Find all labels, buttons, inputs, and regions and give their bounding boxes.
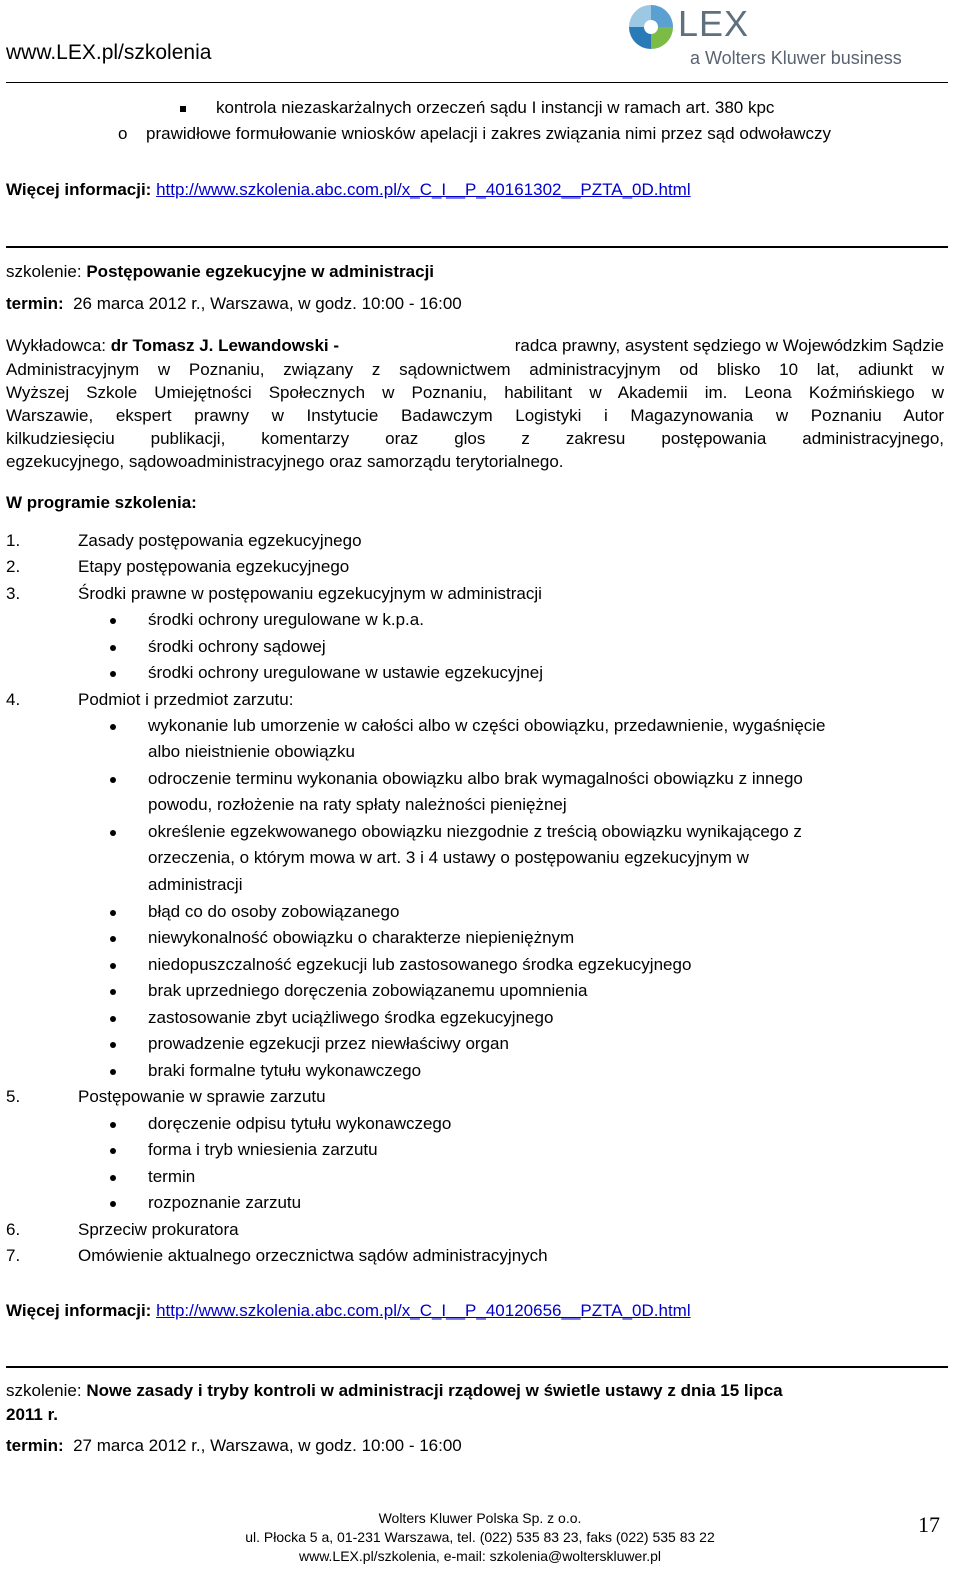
- list-item: kontrola niezaskarżalnych orzeczeń sądu I instancji w ramach art. 380 kpc: [216, 98, 775, 117]
- sub-item: środki ochrony sądowej: [148, 637, 326, 656]
- bullet-icon: [110, 777, 116, 783]
- sub-item: prowadzenie egzekucji przez niewłaściwy organ: [148, 1034, 509, 1053]
- course-title-text: Nowe zasady i tryby kontroli w administracji rządowej w świetle ustawy z dnia 15 lipca: [86, 1381, 783, 1400]
- sub-item: forma i tryb wniesienia zarzutu: [148, 1140, 378, 1159]
- sub-item: środki ochrony uregulowane w ustawie egzekucyjnej: [148, 663, 543, 682]
- more-info-2: [6, 1301, 691, 1321]
- course-title-label: szkolenie:: [6, 1381, 82, 1400]
- program-item: Etapy postępowania egzekucyjnego: [78, 557, 350, 576]
- sub-item: niedopuszczalność egzekucji lub zastosowanego środka egzekucyjnego: [148, 955, 692, 974]
- sub-item-continued: orzeczenia, o którym mowa w art. 3 i 4 ustawy o postępowaniu egzekucyjnym w: [148, 848, 749, 867]
- program-item: Zasady postępowania egzekucyjnego: [78, 531, 362, 550]
- logo-name: LEX: [678, 3, 750, 44]
- sub-item: rozpoznanie zarzutu: [148, 1193, 302, 1212]
- section-divider: [6, 1366, 948, 1368]
- bullet-icon: [110, 963, 116, 969]
- program-item-number: 7.: [6, 1246, 21, 1265]
- lecturer-bio-line: radca prawny, asystent sędziego w Wojewódzkim Sądzie: [514, 336, 944, 355]
- lex-logo: [628, 4, 908, 70]
- lecturer-bio-line: Warszawie, ekspert prawny w Instytucie Badawczym Logistyki i Magazynowania w Poznaniu Autor: [6, 406, 944, 425]
- program-item: Omówienie aktualnego orzecznictwa sądów administracyjnych: [78, 1246, 548, 1265]
- sub-item: odroczenie terminu wykonania obowiązku albo brak wymagalności obowiązku z innego: [148, 769, 803, 788]
- sub-item-continued: powodu, rozłożenie na raty spłaty należności pieniężnej: [148, 795, 567, 814]
- more-info-1: [6, 180, 691, 200]
- program-heading: W programie szkolenia:: [6, 493, 197, 512]
- sub-item: błąd co do osoby zobowiązanego: [148, 902, 400, 921]
- course-date-label: termin:: [6, 294, 64, 313]
- circle-bullet-icon: o: [118, 124, 128, 143]
- bullet-icon: [110, 830, 116, 836]
- footer-company: Wolters Kluwer Polska Sp. z o.o.: [378, 1510, 582, 1526]
- globe-icon: [628, 4, 674, 50]
- bullet-icon: [110, 1042, 116, 1048]
- course-date: [6, 1436, 462, 1456]
- sub-item: wykonanie lub umorzenie w całości albo w części obowiązku, przedawnienie, wygaśnięcie: [148, 716, 826, 735]
- header-divider: [6, 82, 948, 83]
- program-item-number: 6.: [6, 1220, 21, 1239]
- bullet-icon: [110, 936, 116, 942]
- program-item-number: 5.: [6, 1087, 21, 1106]
- program-item: Sprzeciw prokuratora: [78, 1220, 239, 1239]
- list-item: prawidłowe formułowanie wniosków apelacji i zakres związania nimi przez sąd odwoławczy: [146, 124, 832, 143]
- program-item: Podmiot i przedmiot zarzutu:: [78, 690, 294, 709]
- sub-item-continued: administracji: [148, 875, 243, 894]
- bullet-icon: [110, 1016, 116, 1022]
- program-item-number: 4.: [6, 690, 21, 709]
- lecturer-line: [6, 336, 944, 356]
- more-info-label: Więcej informacji:: [6, 1301, 152, 1320]
- course-title-continued: 2011 r.: [6, 1405, 59, 1424]
- course-title-label: szkolenie:: [6, 262, 82, 281]
- sub-item: określenie egzekwowanego obowiązku niezgodnie z treścią obowiązku wynikającego z: [148, 822, 802, 841]
- sub-item-continued: albo nieistnienie obowiązku: [148, 742, 355, 761]
- square-bullet-icon: [180, 106, 186, 112]
- sub-item: środki ochrony uregulowane w k.p.a.: [148, 610, 424, 629]
- sub-item: termin: [148, 1167, 196, 1186]
- bullet-icon: [110, 1148, 116, 1154]
- lecturer-bio-line: Administracyjnym w Poznaniu, związany z sądownictwem administracyjnym od blisko 10 lat, adiunkt w: [6, 360, 944, 379]
- bullet-icon: [110, 618, 116, 624]
- sub-item: doręczenie odpisu tytułu wykonawczego: [148, 1114, 452, 1133]
- sub-item: niewykonalność obowiązku o charakterze niepieniężnym: [148, 928, 575, 947]
- more-info-link[interactable]: http://www.szkolenia.abc.com.pl/x_C_I__P_40120656__PZTA_0D.html: [156, 1301, 691, 1320]
- lecturer-name: dr Tomasz J. Lewandowski -: [110, 336, 340, 355]
- bullet-icon: [110, 1069, 116, 1075]
- sub-item: brak uprzedniego doręczenia zobowiązanemu upomnienia: [148, 981, 588, 1000]
- course-title: [6, 262, 434, 282]
- lecturer-bio-line: Wyższej Szkole Umiejętności Społecznych w Poznaniu, habilitant w Akademii im. Leona Koźmińskiego w: [6, 383, 944, 402]
- bullet-icon: [110, 989, 116, 995]
- bullet-icon: [110, 671, 116, 677]
- bullet-icon: [110, 724, 116, 730]
- bullet-icon: [110, 645, 116, 651]
- header-site-link[interactable]: www.LEX.pl/szkolenia: [6, 41, 212, 64]
- course-date-text: 27 marca 2012 r., Warszawa, w godz. 10:00 - 16:00: [73, 1436, 462, 1455]
- course-date: [6, 294, 462, 314]
- sub-item: zastosowanie zbyt uciążliwego środka egzekucyjnego: [148, 1008, 554, 1027]
- footer-contact: www.LEX.pl/szkolenia, e-mail: szkolenia@wolterskluwer.pl: [298, 1548, 662, 1564]
- section-divider: [6, 246, 948, 248]
- sub-item: braki formalne tytułu wykonawczego: [148, 1061, 422, 1080]
- lecturer-bio-line: egzekucyjnego, sądowoadministracyjnego oraz samorządu terytorialnego.: [6, 452, 564, 471]
- program-item: Środki prawne w postępowaniu egzekucyjnym w administracji: [78, 584, 542, 603]
- course-date-label: termin:: [6, 1436, 64, 1455]
- course-title-text: Postępowanie egzekucyjne w administracji: [86, 262, 435, 281]
- more-info-label: Więcej informacji:: [6, 180, 152, 199]
- bullet-icon: [110, 1175, 116, 1181]
- bullet-icon: [110, 910, 116, 916]
- program-item-number: 2.: [6, 557, 21, 576]
- lecturer-bio-line: kilkudziesięciu publikacji, komentarzy oraz glos z zakresu postępowania administracyjnego,: [6, 429, 944, 448]
- lecturer-label: Wykładowca:: [6, 336, 106, 355]
- logo-tagline: a Wolters Kluwer business: [690, 48, 902, 68]
- program-item-number: 3.: [6, 584, 21, 603]
- page-number: 17: [918, 1512, 940, 1537]
- course-title: [6, 1381, 783, 1401]
- footer-address: ul. Płocka 5 a, 01-231 Warszawa, tel. (022) 535 83 23, faks (022) 535 83 22: [245, 1529, 715, 1545]
- program-item: Postępowanie w sprawie zarzutu: [78, 1087, 326, 1106]
- program-item-number: 1.: [6, 531, 21, 550]
- bullet-icon: [110, 1201, 116, 1207]
- more-info-link[interactable]: http://www.szkolenia.abc.com.pl/x_C_I__P_40161302__PZTA_0D.html: [156, 180, 691, 199]
- bullet-icon: [110, 1122, 116, 1128]
- course-date-text: 26 marca 2012 r., Warszawa, w godz. 10:00 - 16:00: [73, 294, 462, 313]
